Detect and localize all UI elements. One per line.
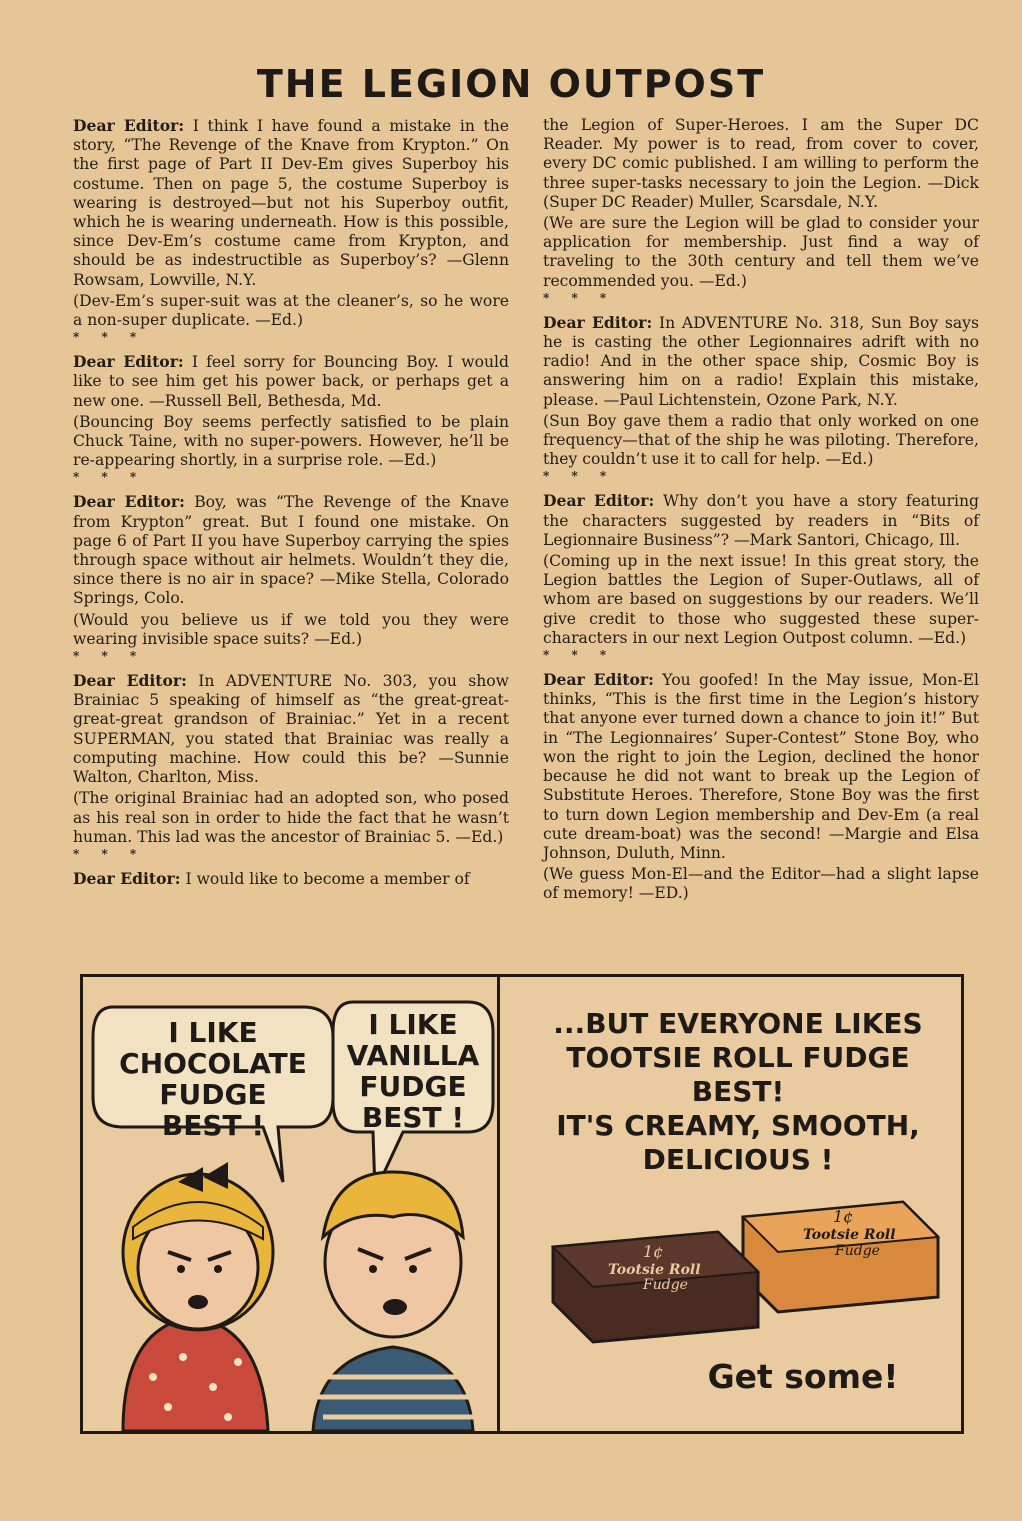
separator: * * *: [73, 470, 146, 485]
editor-reply: (The original Brainiac had an adopted son, who posed as his real son in order to hide the fact that he wasn’t human. This lad was the ancestor of Brainiac 5. —Ed.): [73, 789, 509, 846]
slogan-line: DELICIOUS !: [642, 1143, 834, 1176]
letter-body: I feel sorry for Bouncing Boy. I would like to see him get his power back, or perhaps get a new one. —Russell Bell, Bethesda, Md.: [73, 353, 509, 410]
letter-5-continued: [543, 116, 979, 212]
letter-5: [73, 869, 509, 889]
bubble-line: I LIKE: [168, 1016, 258, 1049]
letter-7: [543, 491, 979, 550]
letter-salutation: Dear Editor:: [73, 671, 187, 691]
wrapper-product: Fudge: [835, 1243, 880, 1259]
girl-illustration: [123, 1162, 273, 1431]
letter-salutation: Dear Editor:: [73, 492, 185, 512]
bubble-text-chocolate: [95, 1017, 331, 1141]
letters-column-right: [543, 116, 979, 904]
letter-6: [543, 313, 979, 410]
editor-reply: (Would you believe us if we told you they were wearing invisible space suits? —Ed.): [73, 610, 509, 648]
ad-slogan: [523, 1007, 953, 1177]
editor-reply: (Coming up in the next issue! In this great story, the Legion battles the Legion of Super-Outlaws, all of whom are based on suggestions by our readers. We’ll give credit to those who suggested these super-characters in our next Legion Outpost column. —Ed.): [543, 552, 979, 647]
letter-salutation: Dear Editor:: [73, 352, 184, 372]
editor-reply: (We are sure the Legion will be glad to consider your application for membership. Just find a way of traveling to the 30th century and tell them we’ve recommended you. —Ed.): [543, 214, 979, 290]
wrapper-price: 1¢: [833, 1207, 854, 1226]
letter-body: the Legion of Super-Heroes. I am the Super DC Reader. My power is to read, from cover to cover, every DC comic published. I am willing to perform the three super-tasks necessary to join the Legion. —Dick (Super DC Reader) Muller, Scarsdale, N.Y.: [543, 116, 979, 211]
letter-salutation: Dear Editor:: [73, 116, 185, 135]
editor-reply: (Sun Boy gave them a radio that only worked on one frequency—that of the ship he was piloting. Therefore, they couldn’t use it to call for help. —Ed.): [543, 411, 979, 469]
letter-salutation: Dear Editor:: [543, 670, 654, 690]
letter-body: I think I have found a mistake in the story, “The Revenge of the Knave from Krypton.” On the first page of Part II Dev-Em gives Superboy his costume. Then on page 5, the costume Superboy is wearing is destroyed—but not his Superboy outfit, which he is wearing underneath. How is this possible, since Dev-Em’s costume came from Krypton, and should be as indestructible as Superboy’s? —Glenn Rowsam, Lowville, N.Y.: [73, 117, 509, 289]
chocolate-fudge-package: [553, 1232, 758, 1342]
separator: * * *: [543, 290, 616, 305]
letter-2: [73, 352, 509, 411]
letter-salutation: Dear Editor:: [543, 312, 653, 332]
bubble-text-vanilla: [335, 1009, 491, 1133]
separator: * * *: [543, 469, 616, 484]
bubble-line: BEST !: [161, 1109, 265, 1142]
letter-salutation: Dear Editor:: [73, 868, 181, 888]
letter-body: You goofed! In the May issue, Mon-El thinks, “This is the first time in the Legion’s history that anyone ever turned down a chance to join it!” But in “The Legionnaires’ Super-Contest” Stone Boy, who won the right to join the Legion, declined the honor because he did not want to break up the Legion of Substitute Heroes. Therefore, Stone Boy was the first to turn down Legion membership and Dev-Em (a real cute dream-boat) was the second! —Margie and Elsa Johnson, Duluth, Minn.: [543, 671, 979, 862]
wrapper-brand: Tootsie Roll: [608, 1262, 701, 1278]
letter-body: I would like to become a member of: [185, 869, 470, 888]
letter-salutation: Dear Editor:: [543, 491, 655, 511]
bubble-line: BEST !: [361, 1101, 465, 1134]
letter-8: [543, 670, 979, 863]
slogan-line: IT'S CREAMY, SMOOTH,: [556, 1109, 920, 1142]
bubble-line: CHOCOLATE: [119, 1047, 307, 1080]
separator: * * *: [73, 649, 146, 664]
wrapper-price: 1¢: [643, 1242, 664, 1261]
ad-panel-divider: [497, 977, 500, 1431]
vanilla-fudge-package: [743, 1202, 938, 1312]
bubble-line: VANILLA: [346, 1039, 480, 1072]
slogan-line: TOOTSIE ROLL FUDGE BEST!: [566, 1041, 910, 1108]
bubble-line: FUDGE: [159, 1078, 267, 1111]
wrapper-product: Fudge: [643, 1277, 688, 1293]
slogan-line: ...BUT EVERYONE LIKES: [553, 1007, 923, 1040]
editor-reply: (We guess Mon-El—and the Editor—had a slight lapse of memory! —ED.): [543, 865, 979, 903]
bubble-line: FUDGE: [359, 1070, 467, 1103]
letter-body: In ADVENTURE No. 303, you show Brainiac 5 speaking of himself as “the great-great-great-great grandson of Brainiac.” Yet in a recent SUPERMAN, you stated that Brainiac was really a computing machine. How could this be? —Sunnie Walton, Charlton, Miss.: [73, 672, 510, 787]
ad-tagline: Get some!: [707, 1357, 899, 1396]
bubble-line: I LIKE: [368, 1008, 458, 1041]
boy-illustration: [313, 1172, 473, 1431]
separator: * * *: [543, 648, 616, 663]
letter-body: In ADVENTURE No. 318, Sun Boy says he is casting the other Legionnaires adrift with no radio! And in the other space ship, Cosmic Boy is answering him on a radio! Explain this mistake, please. —Paul Lichtenstein, Ozone Park, N.Y.: [543, 313, 979, 409]
letter-3: [73, 492, 509, 608]
page-title: THE LEGION OUTPOST: [256, 62, 766, 106]
fudge-packages-art: [543, 1177, 943, 1347]
letters-column-left: [73, 116, 509, 889]
separator: * * *: [73, 330, 146, 345]
letter-body: Boy, was “The Revenge of the Knave from Krypton” great. But I found one mistake. On page 6 of Part II you have Superboy carrying the spies through space without air helmets. Wouldn’t they die, since there is no air in space? —Mike Stella, Colorado Springs, Colo.: [73, 493, 510, 608]
editor-reply: (Dev-Em’s super-suit was at the cleaner’s, so he wore a non-super duplicate. —Ed.): [73, 291, 509, 330]
letter-1: [73, 116, 509, 290]
letter-4: [73, 671, 509, 787]
letter-body: Why don’t you have a story featuring the characters suggested by readers in “Bits of Legionnaire Business”? —Mark Santori, Chicago, Ill.: [543, 492, 979, 549]
wrapper-brand: Tootsie Roll: [803, 1227, 896, 1243]
separator: * * *: [73, 846, 146, 861]
tootsie-roll-ad: [80, 974, 964, 1434]
editor-reply: (Bouncing Boy seems perfectly satisfied to be plain Chuck Taine, with no super-powers. However, he’ll be re-appearing shortly, in a surprise role. —Ed.): [73, 412, 509, 470]
